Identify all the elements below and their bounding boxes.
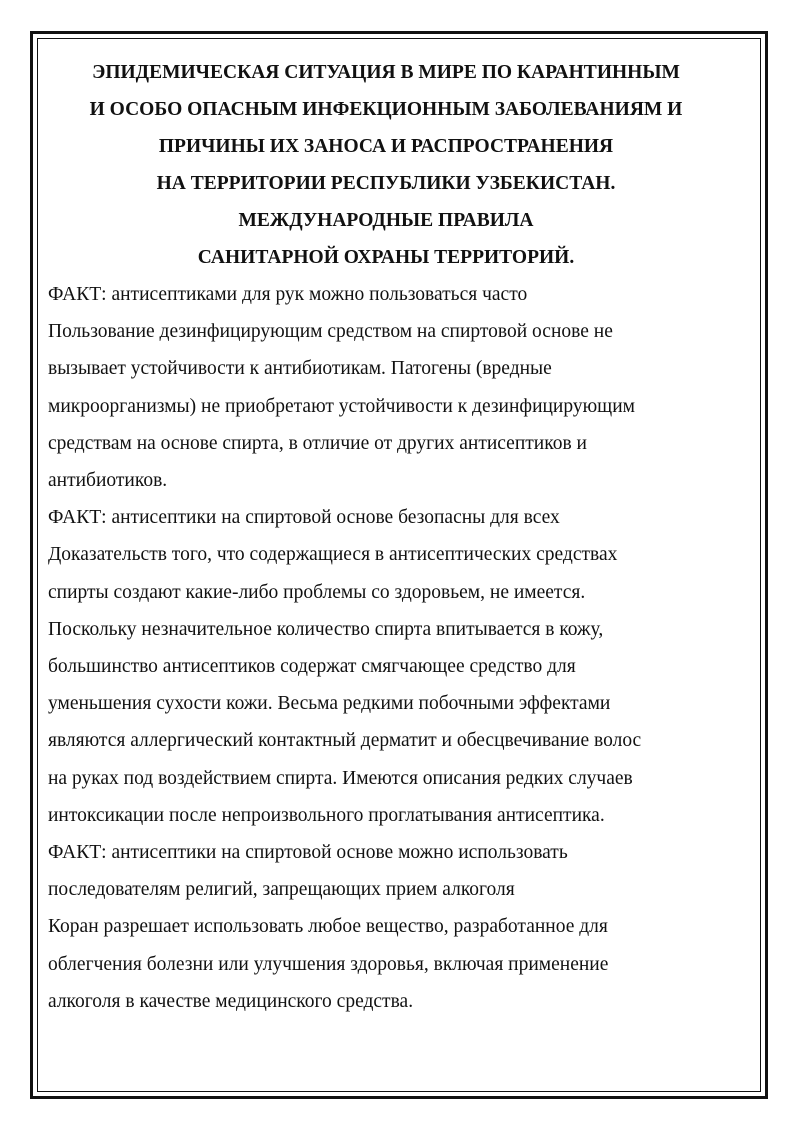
paragraph-line: Коран разрешает использовать любое вещество, разработанное для — [48, 916, 608, 938]
document-title — [44, 54, 728, 276]
title-line: НА ТЕРРИТОРИИ РЕСПУБЛИКИ УЗБЕКИСТАН. — [156, 173, 616, 194]
paragraph-line: на руках под воздействием спирта. Имеются описания редких случаев — [48, 767, 633, 789]
title-line: МЕЖДУНАРОДНЫЕ ПРАВИЛА — [238, 210, 534, 231]
paragraph-line: алкоголя в качестве медицинского средства. — [48, 990, 414, 1012]
paragraph-line: облегчения болезни или улучшения здоровья, включая применение — [48, 953, 609, 975]
title-line: САНИТАРНОЙ ОХРАНЫ ТЕРРИТОРИЙ. — [197, 247, 575, 268]
fact-heading: ФАКТ: антисептики на спиртовой основе можно использовать — [48, 842, 568, 864]
title-line: ПРИЧИНЫ ИХ ЗАНОСА И РАСПРОСТРАНЕНИЯ — [158, 136, 614, 157]
paragraph-line: вызывает устойчивости к антибиотикам. Патогены (вредные — [48, 358, 552, 380]
paragraph-line: средствам на основе спирта, в отличие от других антисептиков и — [48, 432, 587, 454]
paragraph-line: интоксикации после непроизвольного проглатывания антисептика. — [48, 804, 605, 826]
paragraph-line: Доказательств того, что содержащиеся в антисептических средствах — [48, 544, 618, 566]
fact-heading: ФАКТ: антисептиками для рук можно пользоваться часто — [48, 284, 528, 305]
paragraph-line: Пользование дезинфицирующим средством на спиртовой основе не — [48, 321, 613, 343]
fact-heading: ФАКТ: антисептики на спиртовой основе безопасны для всех — [48, 507, 560, 529]
paragraph-line: Поскольку незначительное количество спирта впитывается в кожу, — [48, 618, 604, 640]
title-line: И ОСОБО ОПАСНЫМ ИНФЕКЦИОННЫМ ЗАБОЛЕВАНИЯМ И — [89, 99, 683, 120]
paragraph-line: уменьшения сухости кожи. Весьма редкими побочными эффектами — [48, 693, 611, 715]
paragraph-line: являются аллергический контактный дерматит и обесцвечивание волос — [48, 730, 642, 752]
paragraph-line: антибиотиков. — [48, 470, 168, 492]
paragraph-line: микроорганизмы) не приобретают устойчивости к дезинфицирующим — [48, 395, 635, 417]
title-line: ЭПИДЕМИЧЕСКАЯ СИТУАЦИЯ В МИРЕ ПО КАРАНТИННЫМ — [92, 62, 680, 83]
document-body — [48, 276, 738, 1020]
paragraph-line: последователям религий, запрещающих прием алкоголя — [48, 879, 515, 901]
paragraph-line: спирты создают какие-либо проблемы со здоровьем, не имеется. — [48, 581, 586, 603]
paragraph-line: большинство антисептиков содержат смягчающее средство для — [48, 656, 576, 678]
